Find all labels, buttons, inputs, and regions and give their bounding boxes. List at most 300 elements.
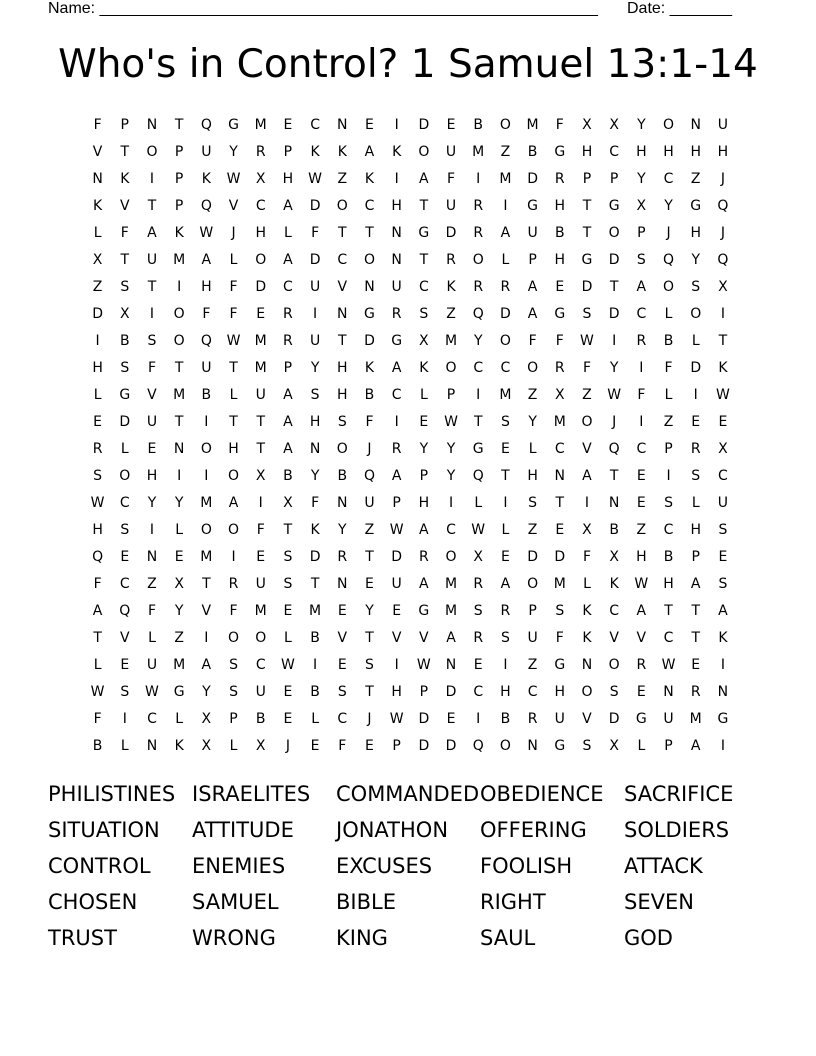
grid-letter: A [636, 279, 647, 295]
grid-letter: M [553, 576, 566, 592]
grid-letter: P [419, 684, 429, 700]
grid-letter: X [255, 171, 266, 187]
grid-letter: Y [365, 603, 374, 619]
grid-letter: C [609, 603, 620, 619]
grid-letter: P [392, 495, 401, 511]
grid-letter: A [147, 225, 157, 241]
grid-letter: R [636, 333, 647, 349]
grid-letter: B [473, 117, 484, 133]
grid-letter: L [637, 738, 646, 754]
grid-letter: A [283, 387, 293, 403]
grid-letter: A [391, 468, 402, 484]
grid-letter: F [229, 603, 238, 619]
grid-row [84, 193, 737, 220]
grid-letter: I [149, 171, 155, 187]
grid-letter: N [146, 549, 158, 565]
grid-letter: D [554, 549, 566, 565]
grid-letter: D [581, 279, 593, 295]
grid-letter: Y [664, 198, 673, 214]
grid-letter: X [473, 549, 484, 565]
grid-row [84, 490, 737, 517]
grid-letter: G [717, 711, 729, 727]
grid-letter: T [310, 576, 320, 592]
grid-letter: I [394, 414, 399, 430]
grid-letter: F [256, 522, 265, 538]
grid-letter: O [336, 198, 348, 214]
word-bank-item: SAUL [480, 926, 536, 950]
grid-letter: X [283, 495, 293, 511]
grid-letter: O [527, 576, 539, 592]
grid-letter: H [717, 144, 729, 160]
grid-letter: D [309, 549, 321, 565]
grid-letter: W [389, 711, 404, 727]
grid-letter: M [444, 603, 458, 619]
grid-letter: A [636, 603, 647, 619]
grid-letter: T [609, 279, 619, 295]
grid-letter: Y [446, 441, 456, 457]
grid-letter: O [200, 441, 212, 457]
grid-letter: Y [609, 360, 619, 376]
grid-letter: E [392, 603, 402, 619]
grid-letter: V [119, 198, 130, 214]
grid-letter: J [720, 225, 725, 241]
grid-letter: Y [310, 360, 320, 376]
grid-letter: A [446, 630, 456, 646]
grid-letter: W [634, 576, 649, 592]
grid-letter: R [418, 549, 429, 565]
grid-letter: V [337, 279, 348, 295]
grid-letter: C [310, 117, 320, 133]
grid-letter: A [283, 252, 293, 268]
grid-letter: I [394, 171, 399, 187]
grid-letter: T [338, 333, 347, 349]
grid-letter: S [582, 738, 592, 754]
grid-letter: H [554, 684, 566, 700]
date-field-line: Date: _______ [627, 0, 732, 17]
grid-letter: B [663, 333, 674, 349]
grid-letter: L [501, 522, 510, 538]
grid-letter: Z [636, 522, 647, 538]
grid-letter: W [416, 657, 431, 673]
grid-letter: Z [663, 414, 674, 430]
grid-letter: C [473, 684, 484, 700]
grid-letter: O [499, 117, 511, 133]
grid-letter: E [636, 495, 646, 511]
grid-letter: I [258, 495, 263, 511]
grid-letter: R [255, 144, 266, 160]
grid-letter: F [447, 171, 456, 187]
grid-letter: E [337, 657, 347, 673]
grid-letter: E [256, 549, 266, 565]
grid-letter: F [338, 738, 347, 754]
grid-letter: N [337, 117, 348, 133]
grid-letter: A [690, 576, 701, 592]
grid-letter: M [173, 657, 186, 673]
grid-letter: S [582, 306, 592, 322]
grid-letter: P [446, 387, 456, 403]
grid-letter: W [389, 522, 404, 538]
grid-letter: S [147, 333, 157, 349]
grid-letter: S [93, 468, 103, 484]
grid-letter: K [174, 738, 184, 754]
grid-letter: A [283, 198, 293, 214]
grid-letter: W [607, 387, 622, 403]
grid-letter: S [691, 468, 701, 484]
grid-letter: D [608, 252, 620, 268]
grid-letter: O [581, 414, 593, 430]
grid-letter: C [663, 522, 674, 538]
grid-letter: O [146, 144, 158, 160]
grid-letter: G [554, 144, 566, 160]
word-bank-item: TRUST [48, 926, 117, 950]
grid-letter: N [581, 657, 593, 673]
grid-letter: O [499, 333, 511, 349]
word-bank-item: ENEMIES [192, 854, 286, 878]
grid-letter: C [283, 279, 293, 295]
grid-letter: B [310, 630, 320, 646]
grid-letter: K [310, 522, 320, 538]
grid-row [84, 544, 737, 571]
grid-letter: T [419, 198, 429, 214]
grid-letter: S [718, 522, 728, 538]
grid-letter: T [120, 144, 130, 160]
grid-row [84, 436, 737, 463]
word-bank-row [48, 778, 768, 814]
grid-letter: V [391, 630, 402, 646]
grid-letter: K [718, 630, 728, 646]
grid-letter: Q [200, 198, 212, 214]
grid-letter: H [391, 198, 402, 214]
grid-letter: D [418, 738, 430, 754]
grid-letter: E [718, 414, 728, 430]
grid-letter: X [255, 468, 266, 484]
grid-letter: W [280, 657, 295, 673]
grid-letter: W [661, 657, 676, 673]
grid-row [84, 598, 737, 625]
grid-letter: N [391, 252, 402, 268]
grid-letter: N [663, 684, 674, 700]
grid-letter: C [391, 387, 402, 403]
grid-letter: D [255, 279, 267, 295]
word-bank-item: JONATHON [336, 818, 449, 842]
grid-letter: C [337, 252, 348, 268]
grid-letter: V [582, 441, 592, 457]
grid-letter: X [554, 387, 565, 403]
grid-letter: W [90, 684, 105, 700]
grid-letter: U [201, 360, 212, 376]
word-bank-item: OBEDIENCE [480, 782, 604, 806]
grid-row [84, 328, 737, 355]
grid-letter: S [636, 252, 646, 268]
grid-letter: E [310, 738, 320, 754]
grid-letter: F [311, 225, 320, 241]
grid-letter: I [503, 198, 508, 214]
grid-letter: H [255, 225, 266, 241]
grid-letter: E [283, 711, 293, 727]
grid-letter: Q [608, 441, 620, 457]
grid-letter: P [664, 738, 673, 754]
grid-row [84, 139, 737, 166]
grid-letter: T [174, 117, 184, 133]
grid-letter: E [636, 468, 646, 484]
grid-letter: K [201, 171, 211, 187]
grid-letter: P [528, 603, 537, 619]
word-bank-row [48, 886, 768, 922]
grid-letter: R [283, 333, 293, 349]
grid-letter: D [309, 198, 321, 214]
grid-letter: L [175, 522, 184, 538]
grid-letter: A [582, 468, 592, 484]
grid-letter: U [527, 225, 538, 241]
grid-letter: T [93, 630, 102, 646]
grid-letter: I [476, 171, 481, 187]
grid-letter: A [201, 657, 212, 673]
grid-letter: U [717, 495, 729, 511]
grid-letter: F [365, 414, 374, 430]
grid-letter: U [445, 198, 457, 214]
grid-row [84, 706, 737, 733]
grid-letter: O [663, 117, 675, 133]
grid-letter: F [528, 333, 537, 349]
grid-letter: K [582, 630, 592, 646]
grid-letter: S [473, 603, 483, 619]
grid-letter: W [308, 171, 323, 187]
grid-letter: G [391, 333, 403, 349]
word-bank-item: BIBLE [336, 890, 396, 914]
grid-letter: G [472, 441, 484, 457]
grid-letter: T [609, 468, 619, 484]
grid-letter: C [119, 576, 130, 592]
grid-letter: A [92, 603, 103, 619]
grid-letter: P [664, 441, 673, 457]
grid-letter: R [473, 225, 484, 241]
grid-letter: C [554, 441, 565, 457]
grid-letter: Y [202, 684, 211, 700]
grid-letter: S [664, 495, 673, 511]
grid-letter: V [201, 603, 212, 619]
grid-letter: L [691, 495, 700, 511]
grid-letter: X [419, 333, 429, 349]
grid-letter: G [608, 198, 620, 214]
grid-letter: P [609, 171, 619, 187]
grid-letter: W [580, 333, 594, 349]
grid-letter: S [419, 306, 429, 322]
grid-letter: U [309, 333, 321, 349]
grid-letter: H [309, 414, 321, 430]
grid-letter: Z [147, 576, 157, 592]
grid-letter: Q [472, 468, 484, 484]
grid-letter: F [555, 333, 564, 349]
grid-letter: S [120, 360, 130, 376]
grid-letter: S [500, 414, 510, 430]
grid-letter: R [473, 198, 484, 214]
grid-letter: L [120, 441, 129, 457]
grid-row [84, 112, 737, 139]
grid-letter: G [173, 684, 185, 700]
grid-letter: E [283, 684, 293, 700]
grid-letter: H [690, 225, 701, 241]
grid-letter: A [718, 603, 728, 619]
grid-letter: R [690, 441, 701, 457]
grid-letter: Q [472, 738, 484, 754]
grid-letter: L [691, 333, 700, 349]
grid-letter: H [554, 252, 566, 268]
grid-letter: W [199, 225, 214, 241]
grid-letter: I [584, 495, 590, 511]
grid-letter: L [229, 387, 238, 403]
grid-letter: X [582, 522, 592, 538]
grid-letter: F [229, 306, 238, 322]
grid-row [84, 247, 737, 274]
grid-letter: T [718, 333, 728, 349]
grid-letter: N [337, 576, 348, 592]
grid-letter: U [146, 414, 158, 430]
grid-letter: L [148, 630, 156, 646]
grid-letter: L [93, 225, 102, 241]
word-bank-item: SOLDIERS [624, 818, 730, 842]
grid-letter: S [283, 549, 293, 565]
grid-letter: L [93, 387, 102, 403]
grid-letter: E [446, 711, 456, 727]
grid-letter: Y [174, 603, 184, 619]
grid-letter: I [639, 414, 644, 430]
grid-letter: R [337, 549, 348, 565]
word-bank-item: GOD [624, 926, 673, 950]
grid-letter: N [173, 441, 185, 457]
grid-letter: X [119, 306, 130, 322]
grid-letter: N [337, 495, 348, 511]
grid-letter: I [503, 657, 508, 673]
word-bank [48, 778, 768, 958]
grid-letter: E [365, 576, 374, 592]
grid-letter: M [472, 144, 485, 160]
grid-letter: G [554, 657, 566, 673]
grid-letter: D [364, 333, 375, 349]
word-bank-row [48, 814, 768, 850]
grid-letter: O [200, 522, 212, 538]
grid-letter: L [120, 738, 129, 754]
grid-letter: U [255, 576, 266, 592]
grid-row [84, 625, 737, 652]
grid-row [84, 517, 737, 544]
grid-letter: O [445, 360, 457, 376]
grid-letter: R [690, 684, 701, 700]
grid-letter: Z [500, 144, 511, 160]
grid-letter: K [419, 360, 429, 376]
grid-letter: S [718, 576, 728, 592]
grid-letter: B [364, 387, 375, 403]
grid-letter: A [201, 252, 212, 268]
word-bank-item: SITUATION [48, 818, 160, 842]
grid-letter: I [95, 333, 100, 349]
grid-letter: Y [174, 495, 184, 511]
grid-letter: S [337, 684, 347, 700]
grid-letter: X [174, 576, 184, 592]
word-bank-row [48, 850, 768, 886]
grid-letter: N [717, 684, 729, 700]
grid-letter: I [666, 468, 671, 484]
grid-letter: K [582, 603, 592, 619]
grid-letter: U [146, 252, 158, 268]
word-bank-item: RIGHT [480, 890, 546, 914]
grid-letter: R [554, 171, 565, 187]
grid-letter: C [718, 468, 728, 484]
grid-letter: M [173, 252, 186, 268]
grid-letter: H [663, 576, 674, 592]
grid-letter: X [609, 117, 619, 133]
grid-letter: A [419, 522, 429, 538]
grid-letter: U [663, 711, 674, 727]
grid-letter: T [501, 468, 510, 484]
grid-letter: D [418, 117, 430, 133]
grid-letter: R [92, 441, 103, 457]
grid-letter: J [612, 414, 617, 430]
grid-letter: W [145, 684, 159, 700]
grid-letter: O [663, 279, 675, 295]
grid-row [84, 571, 737, 598]
grid-letter: K [310, 144, 320, 160]
grid-letter: D [527, 549, 538, 565]
grid-letter: E [500, 549, 510, 565]
grid-letter: N [391, 225, 402, 241]
grid-letter: S [555, 603, 565, 619]
grid-letter: Y [338, 522, 347, 538]
grid-letter: I [204, 414, 209, 430]
grid-letter: O [445, 549, 457, 565]
grid-letter: V [636, 630, 647, 646]
grid-letter: D [391, 549, 403, 565]
grid-letter: D [500, 306, 511, 322]
grid-letter: K [337, 144, 347, 160]
grid-letter: F [93, 711, 102, 727]
grid-letter: K [120, 171, 130, 187]
grid-letter: T [555, 495, 565, 511]
grid-letter: A [500, 225, 511, 241]
grid-letter: G [119, 387, 131, 403]
grid-letter: Q [363, 468, 375, 484]
grid-letter: N [690, 117, 701, 133]
grid-letter: A [283, 441, 293, 457]
word-bank-row [48, 922, 768, 958]
grid-letter: E [93, 414, 103, 430]
grid-letter: Q [717, 198, 729, 214]
grid-letter: V [337, 630, 348, 646]
grid-letter: J [720, 171, 725, 187]
grid-letter: Q [200, 117, 212, 133]
grid-letter: C [663, 630, 674, 646]
grid-letter: N [445, 657, 457, 673]
grid-letter: I [177, 279, 182, 295]
word-bank-item: SEVEN [624, 890, 694, 914]
grid-letter: Z [527, 657, 538, 673]
grid-letter: P [174, 198, 184, 214]
grid-letter: O [472, 252, 484, 268]
grid-letter: L [229, 252, 238, 268]
grid-letter: Y [637, 117, 646, 133]
grid-letter: J [285, 738, 290, 754]
grid-letter: C [636, 306, 647, 322]
grid-letter: N [146, 117, 158, 133]
word-bank-item: ISRAELITES [192, 782, 311, 806]
grid-letter: C [500, 360, 511, 376]
grid-row [84, 220, 737, 247]
grid-letter: G [581, 252, 593, 268]
grid-letter: A [283, 414, 293, 430]
grid-letter: R [473, 279, 484, 295]
grid-letter: E [718, 549, 728, 565]
grid-letter: H [636, 144, 647, 160]
grid-letter: M [254, 603, 267, 619]
